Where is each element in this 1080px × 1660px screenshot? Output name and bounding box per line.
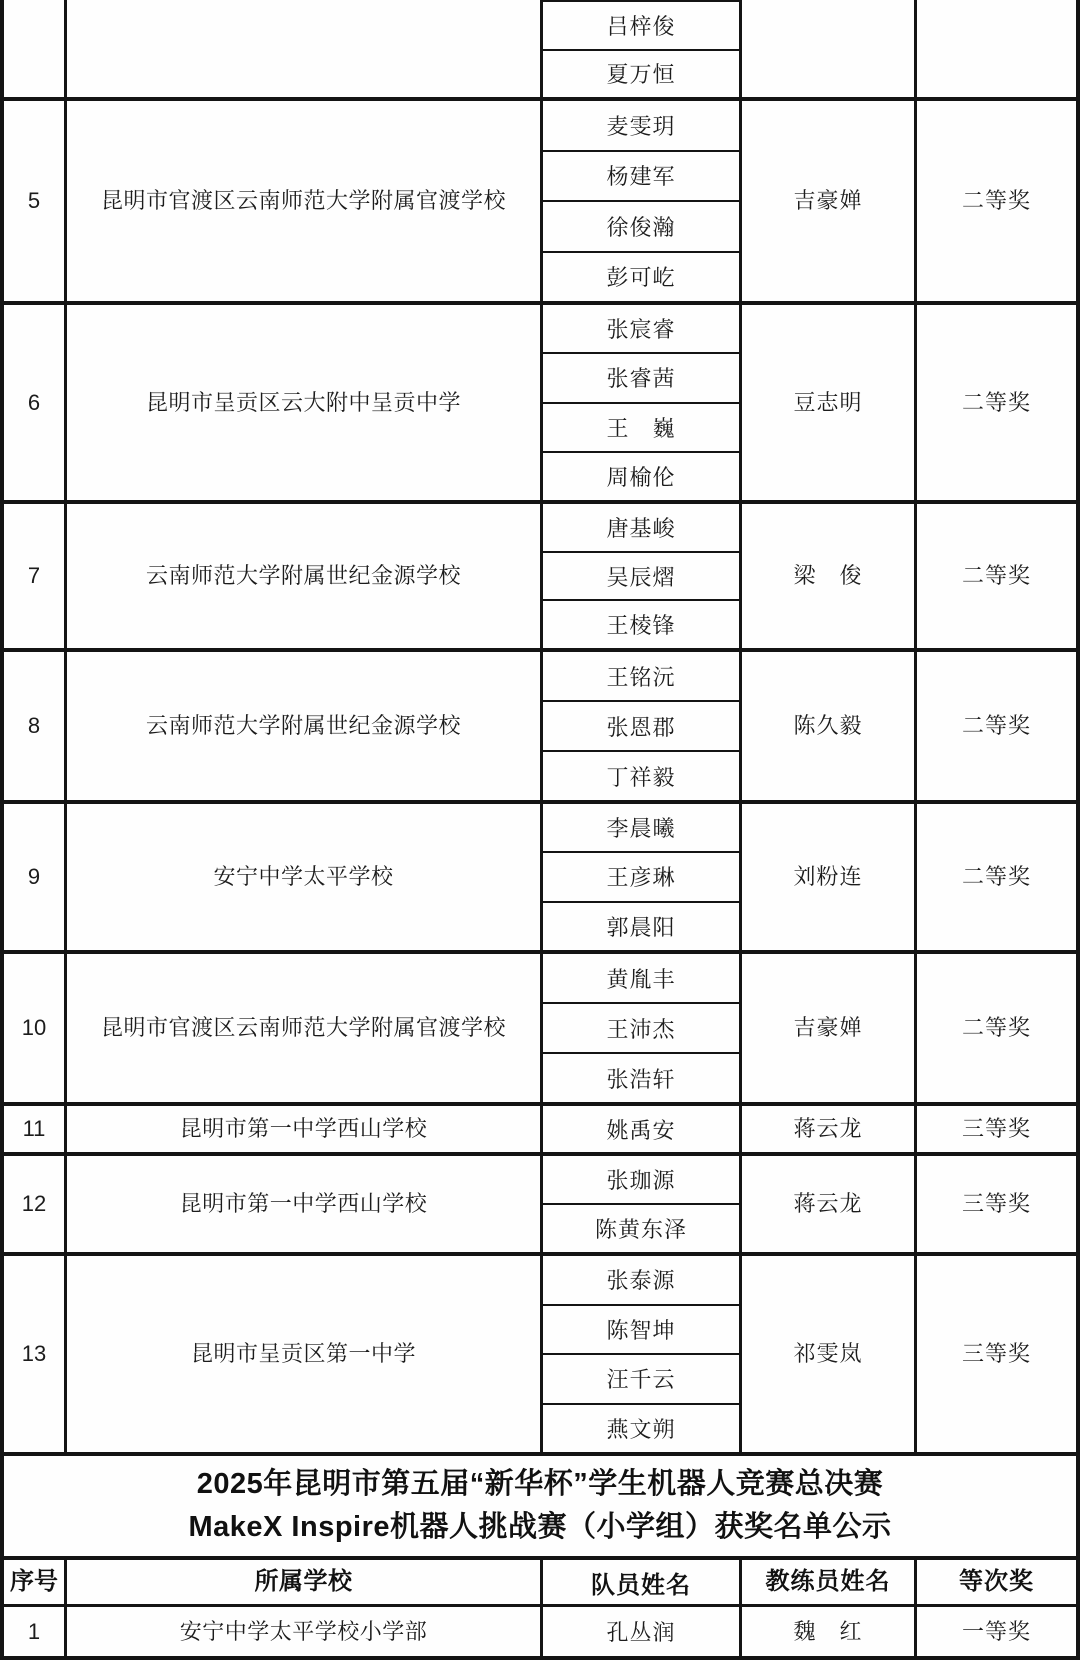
- member-name-cell: 杨建军: [543, 150, 739, 201]
- member-name-cell: 张宸睿: [606, 317, 676, 343]
- member-name-cell: 姚禹安: [606, 1117, 676, 1143]
- award-cell: 二等奖: [914, 804, 1076, 950]
- table-row-5: [4, 97, 1076, 301]
- coach-cell: 祁雯岚: [739, 1256, 914, 1452]
- award-cell: 二等奖: [914, 101, 1076, 301]
- member-name-cell: 吴辰熠: [543, 551, 739, 600]
- coach-cell: [739, 0, 914, 97]
- school-cell: 安宁中学太平学校: [64, 804, 540, 950]
- member-name-cell: 夏万恒: [543, 49, 739, 98]
- coach-cell: 豆志明: [739, 305, 914, 500]
- member-name-cell: 陈黄东泽: [543, 1203, 739, 1252]
- competition-title-line1: 2025年昆明市第五届“新华杯”学生机器人竞赛总决赛: [196, 1468, 884, 1501]
- coach-cell: 蒋云龙: [739, 1156, 914, 1252]
- coach-cell: 吉豪婵: [739, 954, 914, 1102]
- member-name-cell: 李晨曦: [606, 816, 676, 842]
- row-number-cell: 6: [27, 389, 41, 415]
- coach-cell: 陈久毅: [739, 652, 914, 800]
- members-cell-group: [540, 1156, 739, 1252]
- school-cell: 昆明市官渡区云南师范大学附属官渡学校: [64, 954, 540, 1102]
- member-name-cell: 丁祥毅: [543, 750, 739, 800]
- members-cell-group: [540, 0, 739, 97]
- member-name-cell: 燕文朔: [543, 1403, 739, 1453]
- row-number-cell: 10: [21, 1015, 47, 1041]
- coach-cell: 吉豪婵: [739, 101, 914, 301]
- member-name-cell: 张泰源: [606, 1268, 676, 1294]
- award-cell: 二等奖: [914, 305, 1076, 500]
- award-cell: 三等奖: [914, 1256, 1076, 1452]
- member-name-cell: 王铭沅: [606, 664, 676, 690]
- school-cell: 昆明市呈贡区云大附中呈贡中学: [64, 305, 540, 500]
- school-cell: 云南师范大学附属世纪金源学校: [64, 652, 540, 800]
- members-cell-group: [540, 305, 739, 500]
- member-name-cell: 唐基峻: [606, 515, 676, 541]
- header-coach: 教练员姓名: [739, 1560, 914, 1604]
- members-cell-group: [540, 1106, 739, 1152]
- members-cell-group: [540, 1607, 739, 1656]
- section-title: [4, 1452, 1076, 1560]
- member-name-cell: 黄胤丰: [606, 966, 676, 992]
- table-row-11: [4, 1102, 1076, 1152]
- member-name-cell: 王棱锋: [543, 599, 739, 648]
- school-cell: 昆明市第一中学西山学校: [64, 1156, 540, 1252]
- award-cell: 二等奖: [914, 652, 1076, 800]
- row-number-cell: 8: [27, 713, 41, 739]
- award-cell: 二等奖: [914, 954, 1076, 1102]
- member-name-cell: 麦雯玥: [606, 113, 676, 139]
- member-name-cell: 徐俊瀚: [543, 200, 739, 251]
- members-cell-group: [540, 804, 739, 950]
- row-number-cell: 1: [27, 1618, 41, 1644]
- table-row-9: [4, 800, 1076, 950]
- coach-cell: 蒋云龙: [739, 1106, 914, 1152]
- table-row-10: [4, 950, 1076, 1102]
- table-row-12: [4, 1152, 1076, 1252]
- member-name-cell: 彭可屹: [543, 251, 739, 302]
- row-number-cell: [4, 0, 64, 97]
- row-number-cell: 13: [21, 1341, 47, 1367]
- coach-cell: 刘粉连: [739, 804, 914, 950]
- row-number-cell: 11: [22, 1116, 46, 1142]
- school-cell: 安宁中学太平学校小学部: [64, 1607, 540, 1656]
- header-award: 等次奖: [914, 1560, 1076, 1604]
- member-name-cell: 张珈源: [606, 1168, 676, 1193]
- award-cell: [914, 0, 1076, 97]
- row-number-cell: 12: [21, 1191, 47, 1217]
- member-name-cell: 王 巍: [543, 402, 739, 451]
- member-name-cell: 吕梓俊: [543, 0, 739, 49]
- school-cell: 云南师范大学附属世纪金源学校: [64, 504, 540, 648]
- members-cell-group: [540, 101, 739, 301]
- row-number-cell: 7: [27, 563, 41, 589]
- award-cell: 三等奖: [914, 1106, 1076, 1152]
- header-member-label: 队员姓名: [591, 1571, 691, 1599]
- member-name-cell: 郭晨阳: [543, 901, 739, 950]
- table-row-1-lower: [4, 1607, 1076, 1660]
- row-number-cell: 9: [27, 864, 41, 890]
- member-name-cell: 张恩郡: [543, 700, 739, 750]
- member-name-cell: 汪千云: [543, 1353, 739, 1403]
- competition-title-line2: MakeX Inspire机器人挑战赛（小学组）获奖名单公示: [188, 1511, 892, 1543]
- award-cell: 二等奖: [914, 504, 1076, 648]
- member-name-cell: 张睿茜: [543, 352, 739, 401]
- table-row-partial: [4, 0, 1076, 97]
- member-name-cell: 陈智坤: [543, 1304, 739, 1354]
- member-name-cell: 张浩轩: [543, 1052, 739, 1102]
- table-row-8: [4, 648, 1076, 800]
- row-number-cell: 5: [27, 188, 41, 214]
- table-row-7: [4, 500, 1076, 648]
- coach-cell: 魏 红: [739, 1607, 914, 1656]
- award-cell: 一等奖: [914, 1607, 1076, 1656]
- school-cell: 昆明市呈贡区第一中学: [64, 1256, 540, 1452]
- header-school: 所属学校: [64, 1560, 540, 1604]
- header-row-number: 序号: [10, 1568, 58, 1595]
- school-cell: 昆明市官渡区云南师范大学附属官渡学校: [64, 101, 540, 301]
- member-name-cell: 王沛杰: [543, 1002, 739, 1052]
- school-cell: 昆明市第一中学西山学校: [64, 1106, 540, 1152]
- table-header-row: [4, 1560, 1076, 1607]
- member-name-cell: 王彦琳: [543, 851, 739, 900]
- member-name-cell: 孔丛润: [606, 1620, 676, 1645]
- award-cell: 三等奖: [914, 1156, 1076, 1252]
- members-cell-group: [540, 954, 739, 1102]
- table-row-13: [4, 1252, 1076, 1452]
- table-row-6: [4, 301, 1076, 500]
- school-cell: [64, 0, 540, 97]
- members-cell-group: [540, 1256, 739, 1452]
- member-name-cell: 周榆伦: [543, 451, 739, 500]
- header-member: [540, 1560, 739, 1604]
- coach-cell: 梁 俊: [739, 504, 914, 648]
- members-cell-group: [540, 652, 739, 800]
- members-cell-group: [540, 504, 739, 648]
